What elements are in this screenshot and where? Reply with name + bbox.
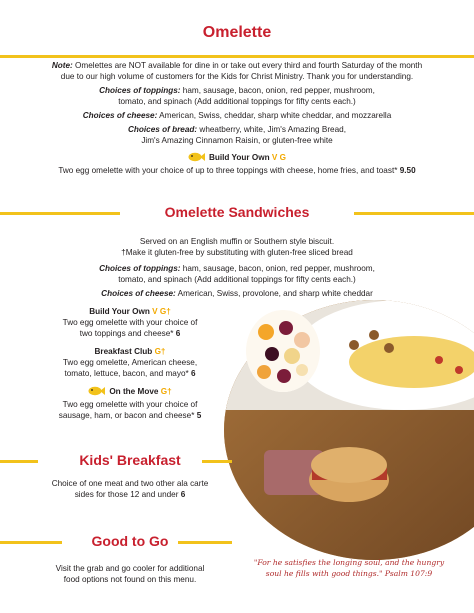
gf-line: †Make it gluten-free by substituting with gluten-free sliced bread <box>121 248 353 257</box>
omelette-item <box>20 152 454 176</box>
item-line2: sausage, ham, or bacon and cheese* <box>58 411 195 420</box>
item-title: Breakfast Club <box>94 347 153 356</box>
divider-togo-left <box>0 541 62 544</box>
kids-heading: Kids' Breakfast <box>79 452 181 468</box>
fruit-photo <box>246 310 320 392</box>
toppings-line1: ham, sausage, bacon, onion, red pepper, mushroom, <box>180 86 375 95</box>
toppings-line1: ham, sausage, bacon, onion, red pepper, mushroom, <box>180 264 375 273</box>
diet-tags: V G <box>271 153 287 162</box>
item-price: 5 <box>196 411 202 420</box>
scripture-quote <box>238 557 460 579</box>
toppings-label: Choices of toppings: <box>99 86 181 95</box>
sandwiches-cheese <box>20 288 454 299</box>
togo-line1: Visit the grab and go cooler for additional <box>55 564 205 573</box>
omelette-toppings <box>20 85 454 107</box>
diet-tags: G† <box>154 347 166 356</box>
sandwiches-served <box>20 236 454 258</box>
item-line1: Two egg omelette, American cheese, <box>62 358 198 367</box>
note-line2: due to our high volume of customers for the Kids for Christ Ministry. Thank you for understanding. <box>60 72 414 81</box>
quote-line1: "For he satisfies the longing soul, and the hungry <box>253 558 445 567</box>
cheese-text: American, Swiss, cheddar, sharp white cheddar, and mozzarella <box>157 111 392 120</box>
bread-line1: wheatberry, white, Jim's Amazing Bread, <box>197 125 346 134</box>
cheese-label: Choices of cheese: <box>82 111 158 120</box>
togo-line2: food options not found on this menu. <box>63 575 197 584</box>
divider-kids-right <box>202 460 232 463</box>
sandwich-item <box>30 386 230 421</box>
bread-line2: Jim's Amazing Cinnamon Raisin, or gluten-free white <box>141 136 333 145</box>
cheese-text: American, Swiss, provolone, and sharp white cheddar <box>175 289 373 298</box>
sandwich-item <box>30 346 230 379</box>
item-price: 6 <box>190 369 196 378</box>
item-title: On the Move <box>109 387 159 396</box>
omelette-bread <box>20 124 454 146</box>
sandwiches-toppings <box>20 263 454 285</box>
kids-line1: Choice of one meat and two other ala carte <box>51 479 209 488</box>
item-price: 6 <box>175 329 181 338</box>
fish-icon <box>188 152 205 165</box>
item-line1: Two egg omelette with your choice of <box>62 318 198 327</box>
item-line1: Two egg omelette with your choice of <box>62 400 198 409</box>
kids-desc <box>30 478 230 500</box>
divider-togo-right <box>178 541 232 544</box>
togo-heading: Good to Go <box>91 533 169 549</box>
bread-label: Choices of bread: <box>127 125 198 134</box>
sandwich-item <box>30 306 230 339</box>
item-line2: two toppings and cheese* <box>79 329 174 338</box>
toppings-label: Choices of toppings: <box>99 264 181 273</box>
toppings-line2: tomato, and spinach (Add additional toppings for fifty cents each.) <box>118 275 356 284</box>
kids-price: 6 <box>180 490 186 499</box>
divider-kids-left <box>0 460 38 463</box>
item-title: Build Your Own <box>89 307 150 316</box>
omelette-heading: Omelette <box>202 24 272 41</box>
diet-tags: G† <box>160 387 172 396</box>
toppings-line2: tomato, and spinach (Add additional toppings for fifty cents each.) <box>118 97 356 106</box>
cheese-label: Choices of cheese: <box>101 289 176 298</box>
omelette-cheese <box>20 110 454 121</box>
item-price: 9.50 <box>399 166 416 175</box>
note-line1: Omelettes are NOT available for dine in or take out every third and fourth Saturday of the month <box>72 61 423 70</box>
omelette-note <box>20 60 454 82</box>
item-desc: Two egg omelette with your choice of up to three toppings with cheese, home fries, and toast* <box>58 166 398 175</box>
togo-desc <box>30 563 230 585</box>
divider-omelette <box>0 55 474 58</box>
served-line: Served on an English muffin or Southern style biscuit. <box>139 237 335 246</box>
item-line2: tomato, lettuce, bacon, and mayo* <box>64 369 189 378</box>
fish-icon <box>88 386 105 399</box>
item-title: Build Your Own <box>208 153 270 162</box>
sandwiches-heading: Omelette Sandwiches <box>164 204 310 220</box>
note-label: Note: <box>51 61 73 70</box>
quote-line2: soul he fills with good things." Psalm 107:9 <box>265 569 433 578</box>
diet-tags: V G† <box>152 307 171 316</box>
kids-line2: sides for those 12 and under <box>74 490 179 499</box>
